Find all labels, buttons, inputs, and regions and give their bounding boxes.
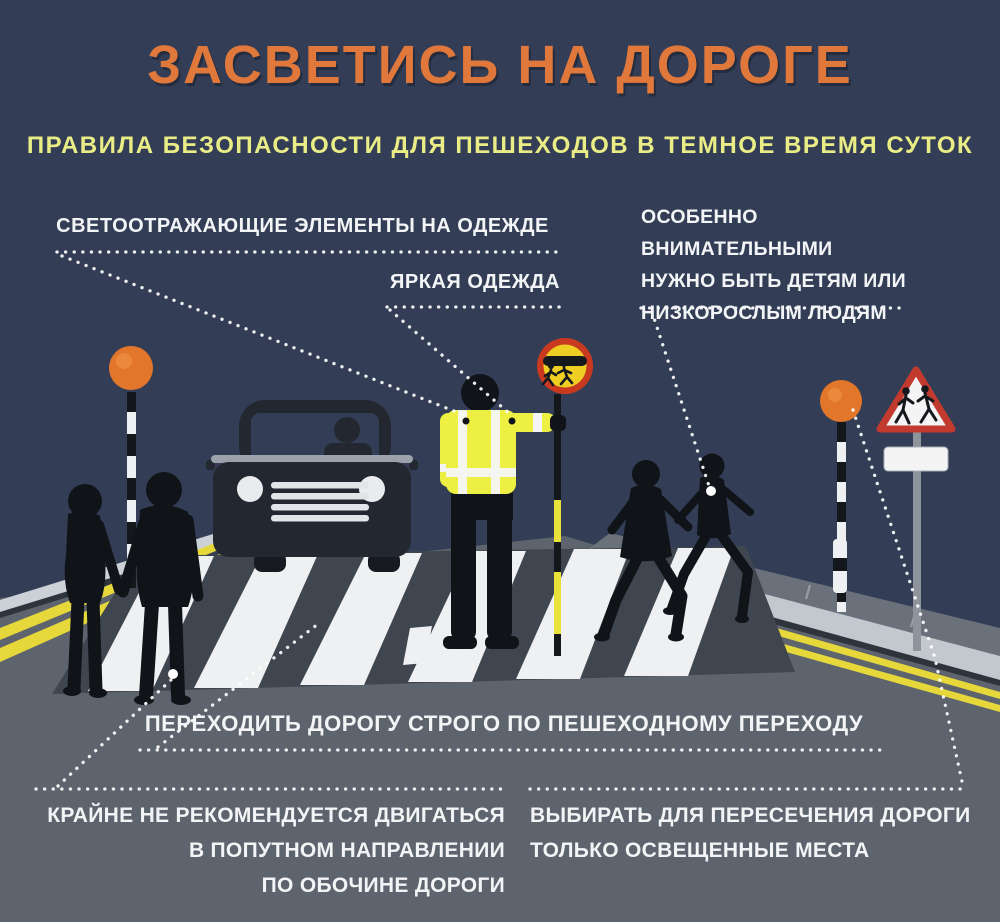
jacket-dot bbox=[463, 418, 470, 425]
callout-reflective-elements: СВЕТООТРАЖАЮЩИЕ ЭЛЕМЕНТЫ НА ОДЕЖДЕ bbox=[56, 215, 549, 237]
bollard-icon bbox=[833, 539, 847, 593]
headlight bbox=[237, 476, 263, 502]
callout-line: НИЗКОРОСЛЫМ ЛЮДЯМ bbox=[641, 302, 887, 324]
callout-use-crosswalk: ПЕРЕХОДИТЬ ДОРОГУ СТРОГО ПО ПЕШЕХОДНОМУ ПЕРЕХОДУ bbox=[144, 711, 864, 736]
poster-title: ЗАСВЕТИСЬ НА ДОРОГЕ bbox=[147, 35, 853, 95]
jacket-dot bbox=[509, 418, 516, 425]
callout-attentive-children bbox=[641, 201, 951, 329]
callout-line: НУЖНО БЫТЬ ДЕТЯМ ИЛИ bbox=[641, 270, 906, 292]
car-icon bbox=[206, 400, 418, 572]
reflective-dot bbox=[706, 486, 716, 496]
callout-line: В ПОПУТНОМ НАПРАВЛЕНИИ bbox=[188, 839, 505, 862]
poster-subtitle: ПРАВИЛА БЕЗОПАСНОСТИ ДЛЯ ПЕШЕХОДОВ В ТЕМНОЕ ВРЕМЯ СУТОК bbox=[26, 132, 974, 159]
callout-no-roadside-walking bbox=[28, 798, 505, 903]
callout-line: КРАЙНЕ НЕ РЕКОМЕНДУЕТСЯ ДВИГАТЬСЯ bbox=[47, 804, 505, 827]
guard-leg bbox=[451, 512, 476, 640]
callout-line: ПО ОБОЧИНЕ ДОРОГИ bbox=[261, 874, 505, 897]
reflective-dot bbox=[168, 669, 178, 679]
guard-head bbox=[461, 374, 499, 412]
callout-bright-clothing: ЯРКАЯ ОДЕЖДА bbox=[390, 271, 560, 293]
callout-lighted-places bbox=[530, 798, 982, 868]
beacon-globe bbox=[109, 346, 153, 390]
hi-vis-jacket bbox=[440, 410, 556, 494]
guard-leg bbox=[487, 512, 512, 640]
callout-line: ВЫБИРАТЬ ДЛЯ ПЕРЕСЕЧЕНИЯ ДОРОГИ bbox=[530, 804, 971, 827]
leader-attentive bbox=[652, 312, 709, 486]
reflective-stripe bbox=[491, 410, 500, 494]
guard-hand bbox=[550, 415, 566, 431]
reflective-stripe bbox=[446, 468, 516, 477]
sign-plate bbox=[884, 447, 948, 471]
callout-line: ТОЛЬКО ОСВЕЩЕННЫЕ МЕСТА bbox=[530, 839, 870, 862]
beacon-globe bbox=[820, 380, 862, 422]
callout-line: ОСОБЕННО ВНИМАТЕЛЬНЫМИ bbox=[641, 206, 833, 260]
